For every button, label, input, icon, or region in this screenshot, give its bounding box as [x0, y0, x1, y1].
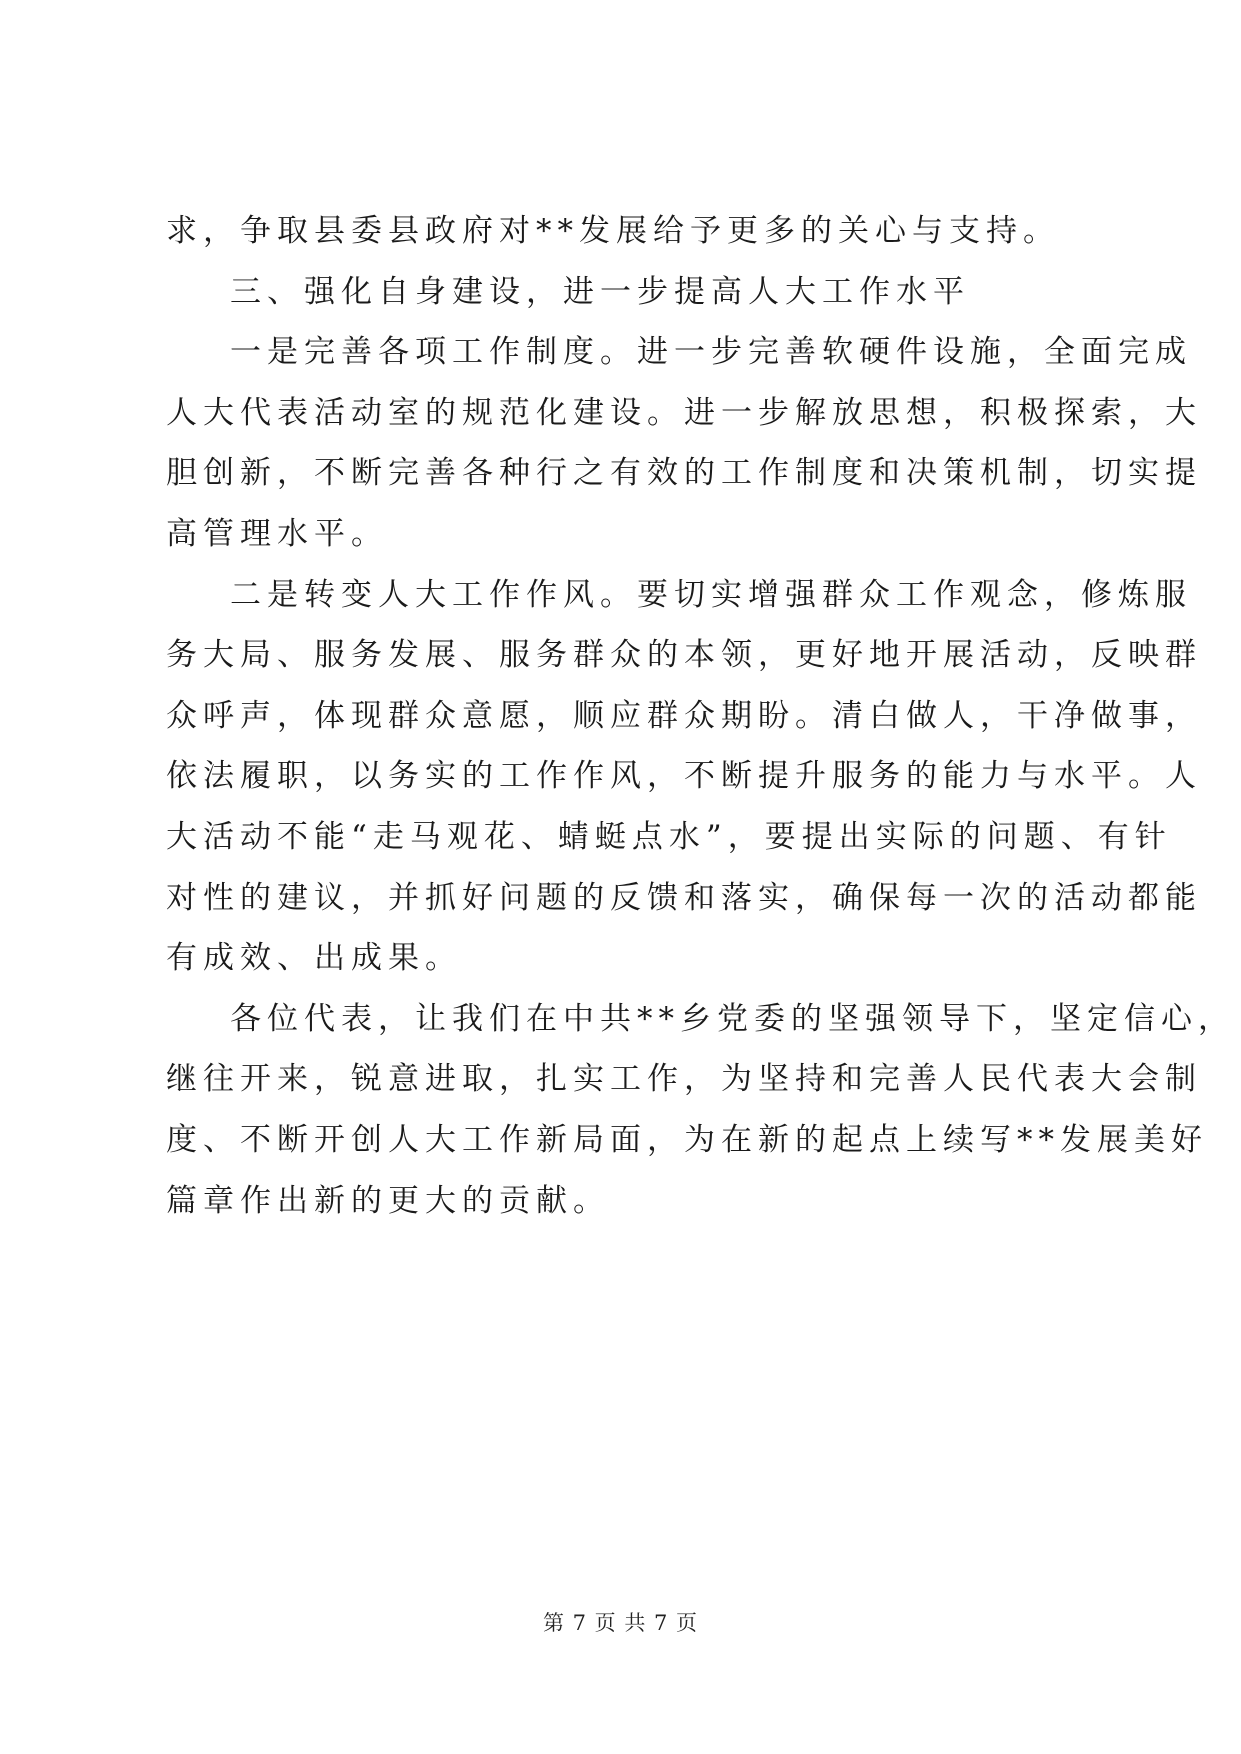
para-item-1: [166, 322, 1202, 564]
para-continuation: [166, 201, 1076, 262]
para-item-2: [166, 565, 1202, 989]
document-body: [166, 201, 1235, 1231]
text-line: 人大代表活动室的规范化建设。进一步解放思想，积极探索，大: [166, 394, 1202, 431]
text-line: 二是转变人大工作作风。要切实增强群众工作观念，修炼服: [230, 576, 1192, 613]
text-line: 高管理水平。: [166, 515, 388, 552]
text-line: 众呼声，体现群众意愿，顺应群众期盼。清白做人，干净做事，: [166, 697, 1202, 734]
text-line: 继往开来，锐意进取，扎实工作，为坚持和完善人民代表大会制: [166, 1061, 1202, 1098]
text-line: 篇章作出新的更大的贡献。: [166, 1182, 610, 1219]
text-line: 度、不断开创人大工作新局面，为在新的起点上续写**发展美好: [166, 1121, 1208, 1158]
text-line: 依法履职，以务实的工作作风，不断提升服务的能力与水平。人: [166, 758, 1202, 795]
text-line: 大活动不能“走马观花、蜻蜓点水”，要提出实际的问题、有针: [166, 818, 1172, 855]
page-number-footer: 第 7 页 共 7 页: [542, 1611, 699, 1635]
text-line: 有成效、出成果。: [166, 940, 462, 977]
text-line: 对性的建议，并抓好问题的反馈和落实，确保每一次的活动都能: [166, 879, 1202, 916]
text-line: 求，争取县委县政府对**发展给予更多的关心与支持。: [166, 213, 1060, 249]
text-line: 胆创新，不断完善各种行之有效的工作制度和决策机制，切实提: [166, 455, 1202, 492]
text-line: 一是完善各项工作制度。进一步完善软硬件设施，全面完成: [230, 334, 1192, 371]
text-line: 三、强化自身建设，进一步提高人大工作水平: [230, 273, 970, 310]
section-heading-3: [166, 262, 1076, 323]
text-line: 各位代表，让我们在中共**乡党委的坚强领导下，坚定信心，: [230, 1000, 1235, 1037]
para-closing: [166, 989, 1235, 1231]
text-line: 务大局、服务发展、服务群众的本领，更好地开展活动，反映群: [166, 637, 1202, 674]
